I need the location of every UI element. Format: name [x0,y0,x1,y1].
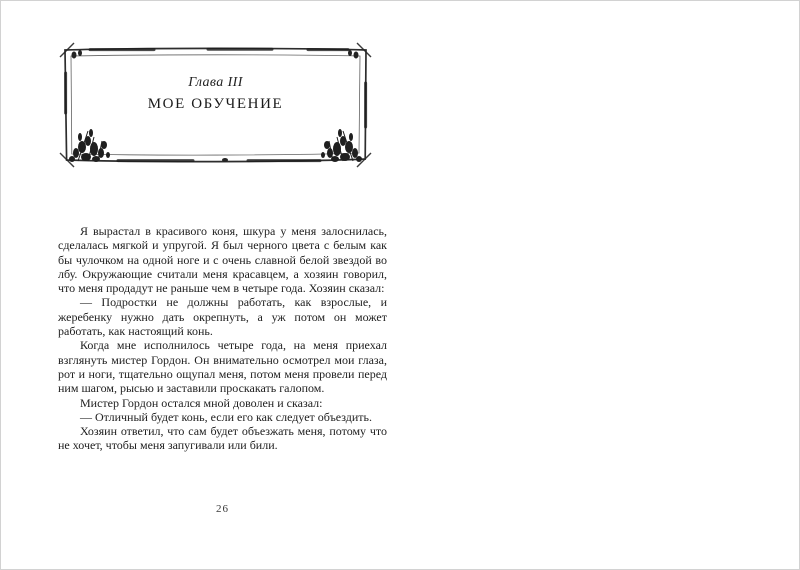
right-page [401,1,800,569]
paragraph: Я вырастал в красивого коня, шкура у меня залоснилась, сделалась мягкой и упругой. Я был черного цвета с белым как бы чулочком на одной ноге и с очень славной белой звездой во лбу. Окружающие считали меня красавцем, а хозяин говорил, что меня продадут не раньше чем в четыре года. Хозяин сказал: [58,224,387,296]
chapter-header-frame [58,41,373,169]
corner-bush-left [69,129,110,162]
paragraph: Когда мне исполнилось четыре года, на меня приехал взглянуть мистер Гордон. Он внимательно осмотрел мои глаза, рот и ноги, тщательно ощупал меня, потом меня провели перед ним шагом, рысью и заставили проскакать галопом. [58,338,387,396]
paragraph: — Отличный будет конь, если его как следует объездить. [80,409,373,424]
left-page [1,1,401,569]
corner-bush-right [321,129,362,162]
chapter-label: Глава III [188,75,243,90]
paragraph: Хозяин ответил, что сам будет объезжать меня, потому что не хочет, чтобы меня запугивали или били. [58,424,387,453]
paragraph: — Подростки не должны работать, как взрослые, и жеребенку нужно дать окрепнуть, а уж потом он может работать, как настоящий конь. [58,295,387,339]
chapter-body-text [58,224,387,453]
page-number: 26 [216,503,229,515]
paragraph: Мистер Гордон остался мной доволен и сказал: [80,395,323,410]
chapter-title: МОЕ ОБУЧЕНИЕ [147,96,284,112]
